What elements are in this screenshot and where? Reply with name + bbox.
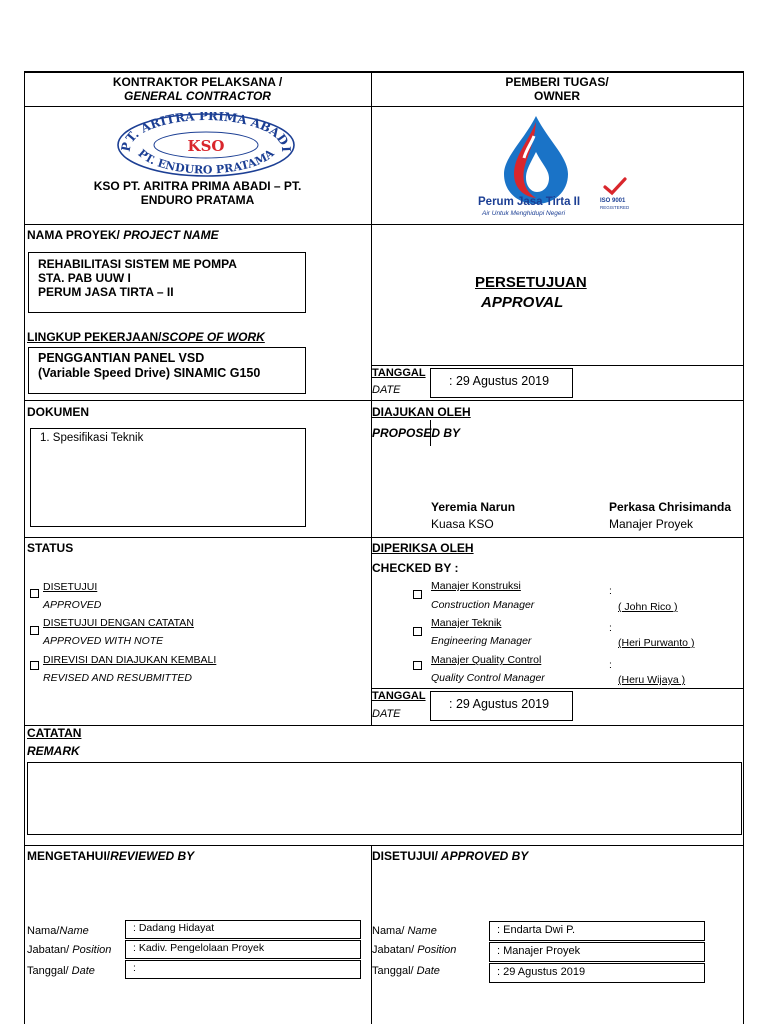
reviewed-date-label-id: Tanggal/ [27,965,72,977]
owner-logo [474,112,634,222]
owner-heading-line1: PEMBERI TUGAS/ [505,75,609,89]
reviewed-position-label-en: Position [72,944,112,956]
dokumen-label: DOKUMEN [27,405,89,419]
contractor-name [24,179,371,207]
checked-label-id: DIPERIKSA OLEH [372,541,474,555]
status-approved-note-checkbox[interactable] [30,626,39,635]
proposed-label-id: DIAJUKAN OLEH [372,405,471,419]
approvedby-name-label [372,925,437,937]
approvedby-label [372,849,528,863]
proposer1-role: Kuasa KSO [431,517,494,531]
proposer1-name: Yeremia Narun [431,500,516,514]
approvedby-position-label-id: Jabatan/ [372,944,418,956]
checker-engineering-name: (Heri Purwanto ) [618,637,695,649]
owner-logo-name: Perum Jasa Tirta II [478,196,581,208]
status-revised-label-en: REVISED AND RESUBMITTED [43,672,192,684]
scope-box [28,347,306,394]
dokumen-item: 1. Spesifikasi Teknik [40,432,144,444]
owner-heading-line2: OWNER [534,89,580,103]
checker-engineering-role: Manajer Teknik [431,617,502,629]
kso-logo [116,112,296,178]
remark-textarea[interactable] [27,762,742,835]
checker-qc-checkbox[interactable] [413,661,422,670]
date2-label-en: DATE [372,708,401,720]
approvedby-date-label-id: Tanggal/ [372,965,417,977]
scope-label-id: LINGKUP PEKERJAAN/ [27,330,162,344]
scope-label-en: SCOPE OF WORK [161,330,265,344]
approvedby-date-label-en: Date [416,965,440,977]
status-approved-label: DISETUJUI [43,581,98,593]
date2-label-id: TANGGAL [372,690,426,702]
approvedby-name-field[interactable]: : Endarta Dwi P. [489,921,705,941]
scope-label [27,330,265,344]
reviewed-date-label-en: Date [71,965,95,977]
project-label [27,228,219,242]
remark-label-id: CATATAN [27,726,82,740]
checker-qc-role-en: Quality Control Manager [431,672,545,684]
checker-qc-colon: : [609,659,612,671]
scope-line2: (Variable Speed Drive) SINAMIC G150 [38,366,261,380]
reviewed-name-label-en: Name [59,925,89,937]
status-revised-checkbox[interactable] [30,661,39,670]
approvedby-name-label-id: Nama/ [372,925,408,937]
reviewed-position-field[interactable]: : Kadiv. Pengelolaan Proyek [125,940,361,959]
kso-ring-top-text: PT. ARITRA PRIMA ABADI [118,112,294,153]
reviewed-name-field[interactable]: : Dadang Hidayat [125,920,361,939]
checker-construction-checkbox[interactable] [413,590,422,599]
status-approved-note-label-en: APPROVED WITH NOTE [43,635,164,647]
status-approved-label-en: APPROVED [43,599,102,611]
owner-logo-tagline: Air Untuk Menghidupi Negeri [482,210,566,217]
project-line1: REHABILITASI SISTEM ME POMPA [38,257,237,271]
checked-label-en: CHECKED BY : [372,561,459,575]
contractor-heading-line1: KONTRAKTOR PELAKSANA / [112,75,283,89]
date1-label-id: TANGGAL [372,367,426,379]
reviewed-label-id: MENGETAHUI/ [27,849,111,863]
iso-label: ISO 9001 [600,198,626,204]
checker-qc-name: (Heru Wijaya ) [618,674,686,686]
checker-construction-role-en: Construction Manager [431,599,535,611]
status-approved-checkbox[interactable] [30,589,39,598]
checker-engineering-checkbox[interactable] [413,627,422,636]
proposer2-name: Perkasa Chrisimanda [609,500,732,514]
date1-field: : 29 Agustus 2019 [430,368,573,398]
approvedby-name-label-en: Name [407,925,437,937]
proposer2-role: Manajer Proyek [609,517,694,531]
reviewed-position-label-id: Jabatan/ [27,944,73,956]
approvedby-label-en: APPROVED BY [438,849,529,863]
contractor-name-line2: ENDURO PRATAMA [140,193,255,207]
reviewed-label-en: REVIEWED BY [110,849,195,863]
approvedby-position-label-en: Position [417,944,457,956]
checkmark-icon [602,176,628,196]
approvedby-position-field[interactable]: : Manajer Proyek [489,942,705,962]
approvedby-position-label [372,944,456,956]
approval-subtitle: APPROVAL [481,294,564,311]
iso-sub: REGISTERED [600,205,630,210]
project-line2: STA. PAB UUW I [38,271,131,285]
project-label-en: PROJECT NAME [123,228,219,242]
kso-center-text: KSO [187,137,225,155]
reviewed-label [27,849,194,863]
reviewed-date-field[interactable]: : [125,960,361,979]
dokumen-box [30,428,306,527]
approvedby-date-label [372,965,440,977]
approvedby-date-field[interactable]: : 29 Agustus 2019 [489,963,705,983]
project-label-id: NAMA PROYEK/ [27,228,120,242]
reviewed-name-label [27,925,89,937]
contractor-heading-line2: GENERAL CONTRACTOR [124,89,271,103]
approvedby-label-id: DISETUJUI/ [372,849,439,863]
reviewed-position-label [27,944,111,956]
reviewed-name-label-id: Nama/ [27,925,60,937]
status-label: STATUS [27,541,74,555]
scope-line1: PENGGANTIAN PANEL VSD [38,351,205,365]
checker-engineering-colon: : [609,622,612,634]
project-line3: PERUM JASA TIRTA – II [38,285,174,299]
project-name-box [28,252,306,313]
kso-ring-bottom-text: PT. ENDURO PRATAMA [135,146,277,177]
contractor-heading [24,75,371,103]
checker-engineering-role-en: Engineering Manager [431,635,532,647]
checker-construction-name: ( John Rico ) [618,601,678,613]
reviewed-date-label [27,965,95,977]
checker-qc-role: Manajer Quality Control [431,654,542,666]
checker-construction-colon: : [609,585,612,597]
date1-label-en: DATE [372,384,401,396]
checker-construction-role: Manajer Konstruksi [431,580,521,592]
status-approved-note-label: DISETUJUI DENGAN CATATAN [43,617,194,629]
date2-field: : 29 Agustus 2019 [430,691,573,721]
remark-label-en: REMARK [27,744,80,758]
proposed-label-en: PROPOSED BY [372,426,461,440]
contractor-name-line1: KSO PT. ARITRA PRIMA ABADI – PT. [93,179,302,193]
approval-title: PERSETUJUAN [475,274,587,291]
owner-heading [371,75,743,103]
status-revised-label: DIREVISI DAN DIAJUKAN KEMBALI [43,654,217,666]
